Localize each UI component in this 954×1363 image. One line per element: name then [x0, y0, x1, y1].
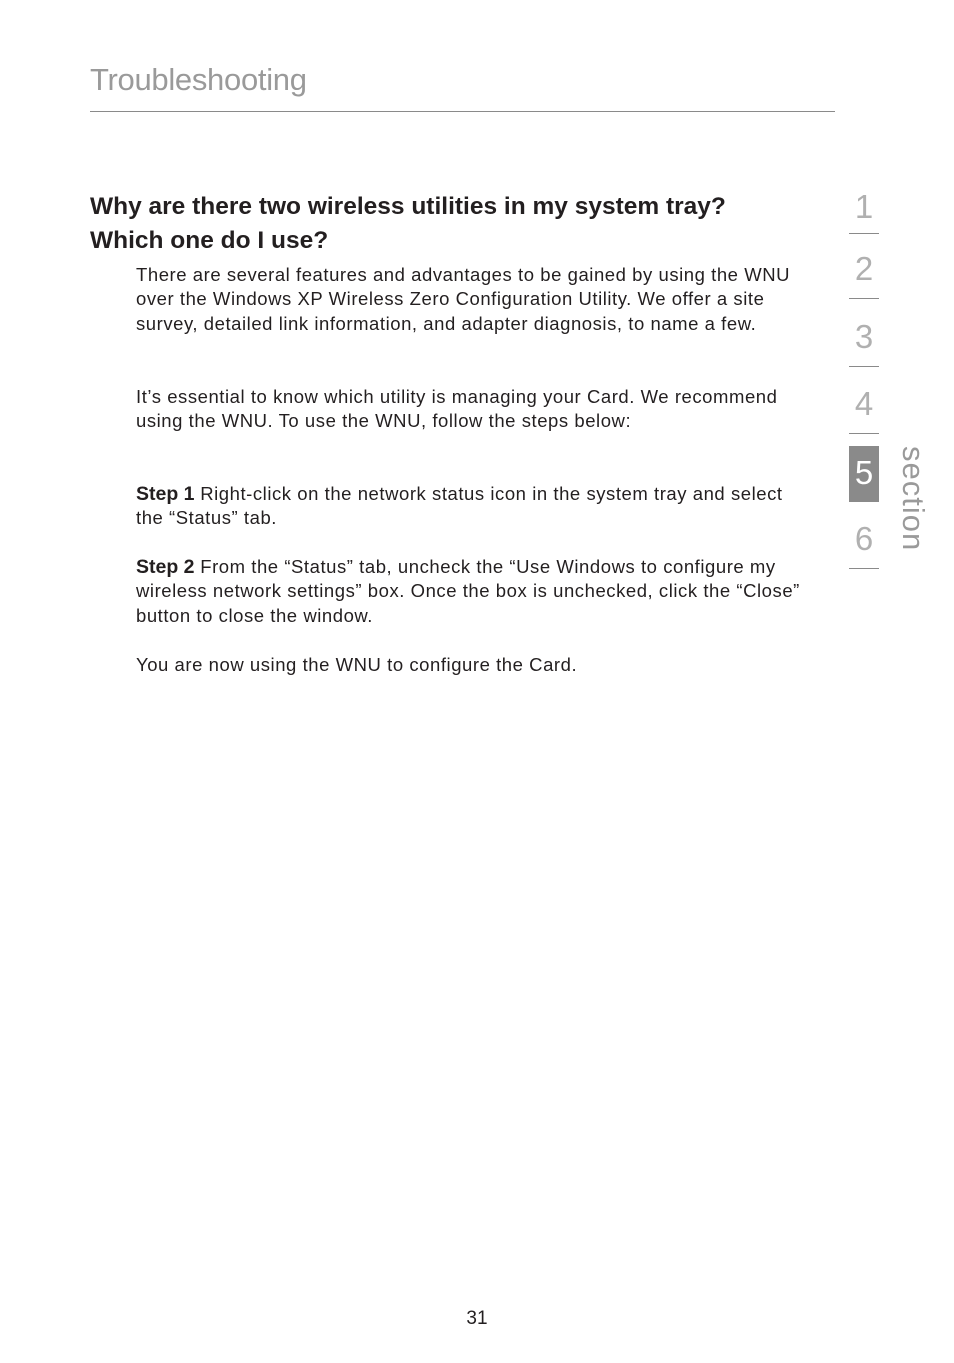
section-tab-3[interactable]: 3	[854, 318, 874, 355]
section-tab-6[interactable]: 6	[854, 520, 874, 557]
step-1-text: Right-click on the network status icon in the system tray and select the “Status” tab.	[136, 483, 783, 529]
section-divider	[849, 298, 879, 299]
page-header-title: Troubleshooting	[90, 62, 307, 97]
section-tab-4[interactable]: 4	[854, 385, 874, 422]
step-1	[136, 482, 806, 531]
step-2-text: From the “Status” tab, uncheck the “Use Windows to configure my wireless network settings” box. Once the box is unchecked, click the “Close” button to close the window.	[136, 556, 800, 626]
section-divider	[849, 433, 879, 434]
question-heading-line2: Which one do I use?	[90, 227, 329, 254]
question-heading-line1: Why are there two wireless utilities in my system tray?	[90, 193, 726, 220]
page-number: 31	[466, 1308, 488, 1329]
question-heading	[90, 190, 830, 258]
header-divider	[90, 111, 835, 112]
intro-paragraph: There are several features and advantages to be gained by using the WNU over the Windows XP Wireless Zero Configuration Utility. We offer a site survey, detailed link information, and adapter diagnosis, to name a few.	[136, 264, 791, 334]
section-tab-1[interactable]: 1	[854, 188, 874, 225]
step-2-label: Step 2	[136, 556, 195, 578]
closing-paragraph: You are now using the WNU to configure the Card.	[136, 654, 578, 675]
section-label: section	[896, 446, 931, 552]
step-2	[136, 555, 806, 628]
utility-paragraph: It’s essential to know which utility is managing your Card. We recommend using the WNU. To use the WNU, follow the steps below:	[136, 386, 778, 432]
section-tab-2[interactable]: 2	[854, 250, 874, 287]
section-tab-5-active[interactable]: 5	[849, 446, 879, 502]
section-divider	[849, 568, 879, 569]
step-1-label: Step 1	[136, 483, 195, 505]
section-divider	[849, 366, 879, 367]
section-divider	[849, 233, 879, 234]
